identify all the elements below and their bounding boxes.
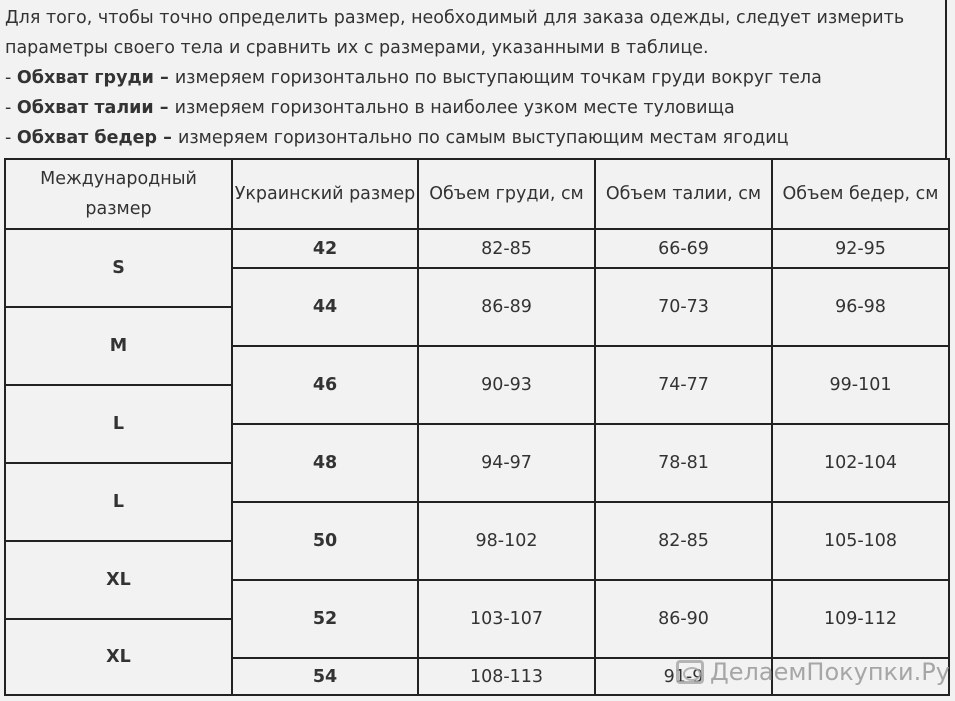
item-dash: –: [153, 98, 175, 118]
ua-size-cell: 42: [232, 229, 418, 268]
header-hips: Объем бедер, см: [772, 159, 949, 229]
waist-cell: 74-77: [595, 346, 772, 424]
ua-size-cell: 50: [232, 502, 418, 580]
item-term: Обхват талии: [16, 98, 154, 118]
ua-size-cell: 52: [232, 580, 418, 658]
waist-cell: 70-73: [595, 268, 772, 346]
item-dash: –: [153, 68, 175, 88]
item-dash: –: [157, 128, 178, 148]
item-term: Обхват бедер: [16, 128, 158, 148]
header-intl-line2: размер: [85, 199, 152, 219]
chest-cell: 86-89: [418, 268, 595, 346]
waist-cell: 78-81: [595, 424, 772, 502]
item-text: измеряем горизонтально по самым выступающим местам ягодиц: [177, 128, 789, 148]
item-prefix: -: [5, 128, 17, 148]
intl-size-cell: M: [5, 307, 232, 385]
intro-line-2: параметры своего тела и сравнить их с размерами, указанными в таблице.: [5, 38, 709, 58]
header-waist: Объем талии, см: [595, 159, 772, 229]
intro-line-1: Для того, чтобы точно определить размер, необходимый для заказа одежды, следует измерить: [5, 8, 905, 28]
size-table: [4, 158, 950, 696]
hips-cell: 105-108: [772, 502, 949, 580]
chest-cell: 82-85: [418, 229, 595, 268]
intl-size-cell: S: [5, 229, 232, 307]
chest-cell: 94-97: [418, 424, 595, 502]
waist-cell: 86-90: [595, 580, 772, 658]
item-prefix: -: [5, 98, 17, 118]
item-text: измеряем горизонтально по выступающим точкам груди вокруг тела: [174, 68, 822, 88]
hips-cell: 109-112: [772, 580, 949, 658]
intro-item-hips: [0, 123, 945, 153]
header-intl-size: [5, 159, 232, 229]
hips-cell: 99-101: [772, 346, 949, 424]
chest-cell: 108-113: [418, 658, 595, 695]
header-chest: Объем груди, см: [418, 159, 595, 229]
hips-cell: 92-95: [772, 229, 949, 268]
waist-cell: 91-9: [595, 658, 772, 695]
chest-cell: 103-107: [418, 580, 595, 658]
site-watermark: [676, 657, 950, 687]
intro-text: [0, 0, 947, 158]
shopping-icon: [676, 660, 704, 684]
table-header-row: [5, 159, 949, 229]
header-intl-line1: Международный: [40, 169, 197, 189]
table-row: [5, 229, 949, 268]
watermark-text: ДелаемПокупки.Ру: [710, 658, 950, 686]
intl-size-cell: XL: [5, 541, 232, 619]
ua-size-cell: 46: [232, 346, 418, 424]
intro-item-chest: [0, 63, 945, 93]
chest-cell: 90-93: [418, 346, 595, 424]
item-text: измеряем горизонтально в наиболее узком месте туловища: [174, 98, 735, 118]
intl-size-cell: XL: [5, 619, 232, 695]
hips-cell: 96-98: [772, 268, 949, 346]
ua-size-cell: 44: [232, 268, 418, 346]
waist-cell: 66-69: [595, 229, 772, 268]
intl-size-cell: L: [5, 385, 232, 463]
hips-cell: 102-104: [772, 424, 949, 502]
chest-cell: 98-102: [418, 502, 595, 580]
waist-cell: 82-85: [595, 502, 772, 580]
header-ua-size: Украинский размер: [232, 159, 418, 229]
item-term: Обхват груди: [16, 68, 154, 88]
ua-size-cell: 54: [232, 658, 418, 695]
intro-item-waist: [0, 93, 945, 123]
intl-size-cell: L: [5, 463, 232, 541]
item-prefix: -: [5, 68, 17, 88]
ua-size-cell: 48: [232, 424, 418, 502]
